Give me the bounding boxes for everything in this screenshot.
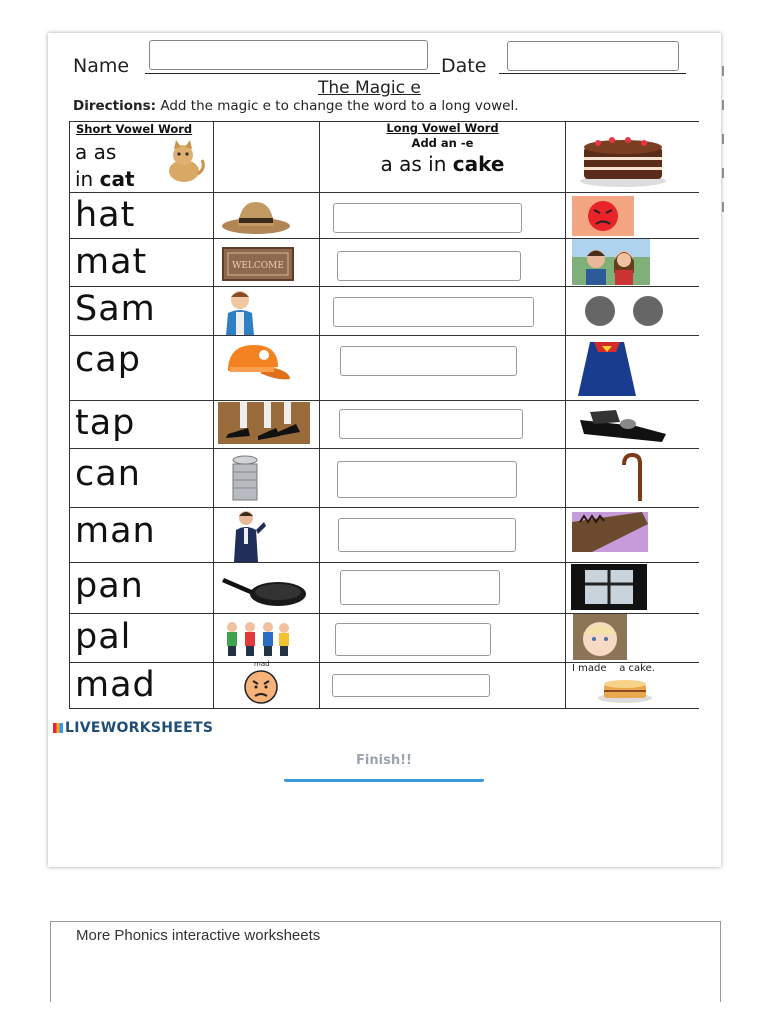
grid-line bbox=[69, 562, 699, 563]
name-underline bbox=[145, 73, 440, 74]
example-word: cat bbox=[99, 167, 135, 191]
couple-image bbox=[572, 239, 650, 285]
logo-text: LIVEWORKSHEETS bbox=[65, 720, 214, 736]
grid-line bbox=[69, 286, 699, 287]
cat-image bbox=[162, 138, 206, 184]
hat-image bbox=[220, 196, 292, 236]
liveworksheets-logo bbox=[53, 720, 213, 736]
word-tap: tap bbox=[75, 403, 136, 443]
answer-input-tap[interactable] bbox=[339, 409, 523, 439]
answer-input-mad[interactable] bbox=[332, 674, 490, 697]
answer-input-hat[interactable] bbox=[333, 203, 522, 233]
pale-child-image bbox=[573, 614, 627, 660]
more-worksheets-panel bbox=[50, 921, 721, 1002]
short-vowel-example bbox=[75, 139, 135, 193]
grid-line bbox=[213, 121, 214, 708]
made-cake-image bbox=[596, 676, 654, 704]
grid-line bbox=[69, 448, 699, 449]
angry-face-image bbox=[572, 196, 634, 236]
answer-input-sam[interactable] bbox=[333, 297, 534, 327]
answer-input-pan[interactable] bbox=[340, 570, 500, 605]
same-circles-image bbox=[582, 295, 668, 327]
mad-face-image bbox=[243, 669, 279, 705]
grid-line bbox=[69, 507, 699, 508]
word-cap: cap bbox=[75, 340, 141, 380]
frying-pan-image bbox=[222, 570, 308, 610]
word-pan: pan bbox=[75, 566, 144, 606]
grid-line bbox=[69, 121, 70, 708]
friends-image bbox=[220, 619, 296, 657]
long-vowel-header: Long Vowel Word bbox=[386, 121, 499, 135]
word-sam: Sam bbox=[75, 289, 156, 329]
answer-input-pal[interactable] bbox=[335, 623, 491, 656]
page-edge-ticks bbox=[722, 66, 726, 236]
long-example-prefix: a as in bbox=[380, 152, 453, 176]
short-vowel-header: Short Vowel Word bbox=[76, 122, 193, 136]
grid-line bbox=[69, 335, 699, 336]
date-input[interactable] bbox=[507, 41, 679, 71]
boy-image bbox=[220, 287, 260, 335]
cane-image bbox=[614, 451, 650, 503]
window-pane-image bbox=[571, 564, 647, 610]
cake-image bbox=[578, 131, 668, 189]
word-mat: mat bbox=[75, 242, 148, 282]
welcome-mat-image bbox=[222, 245, 294, 283]
name-label: Name bbox=[73, 55, 130, 77]
finish-button[interactable]: Finish!! bbox=[284, 753, 484, 782]
logo-icon bbox=[53, 723, 63, 733]
mad-caption: mad bbox=[254, 660, 270, 668]
example-line-2 bbox=[75, 166, 135, 193]
grid-line bbox=[319, 121, 320, 708]
example-line-1: a as bbox=[75, 140, 117, 164]
long-example-word: cake bbox=[452, 152, 505, 176]
directions bbox=[73, 98, 519, 114]
answer-input-man[interactable] bbox=[338, 518, 516, 552]
directions-label: Directions: bbox=[73, 98, 157, 114]
directions-text: Add the magic e to change the word to a long vowel. bbox=[156, 98, 519, 114]
tape-dispenser-image bbox=[576, 400, 670, 446]
answer-input-cap[interactable] bbox=[340, 346, 517, 376]
answer-input-can[interactable] bbox=[337, 461, 517, 498]
tin-can-image bbox=[230, 452, 260, 502]
word-man: man bbox=[75, 511, 156, 551]
word-can: can bbox=[75, 454, 141, 494]
word-pal: pal bbox=[75, 617, 132, 657]
more-worksheets-link[interactable]: More Phonics interactive worksheets bbox=[76, 927, 321, 944]
word-hat: hat bbox=[75, 195, 136, 235]
grid-line bbox=[69, 708, 699, 709]
worksheet bbox=[48, 33, 721, 867]
long-vowel-example bbox=[320, 152, 565, 176]
cap-image bbox=[220, 337, 292, 387]
name-input[interactable] bbox=[149, 40, 428, 70]
date-underline bbox=[499, 73, 686, 74]
man-image bbox=[228, 508, 268, 562]
cape-image bbox=[572, 338, 642, 398]
date-label: Date bbox=[441, 55, 487, 77]
long-vowel-subheader: Add an -e bbox=[411, 136, 474, 150]
long-vowel-header-block bbox=[320, 121, 565, 176]
answer-input-mat[interactable] bbox=[337, 251, 521, 281]
grid-line bbox=[565, 121, 566, 708]
horse-mane-image bbox=[572, 512, 648, 552]
tap-shoes-image bbox=[218, 402, 310, 444]
page-title: The Magic e bbox=[318, 78, 421, 98]
example-prefix: in bbox=[75, 167, 100, 191]
word-mad: mad bbox=[75, 665, 156, 705]
mat-text: WELCOME bbox=[232, 261, 284, 271]
grid-line bbox=[69, 192, 699, 193]
made-caption: I made a cake. bbox=[572, 663, 655, 674]
